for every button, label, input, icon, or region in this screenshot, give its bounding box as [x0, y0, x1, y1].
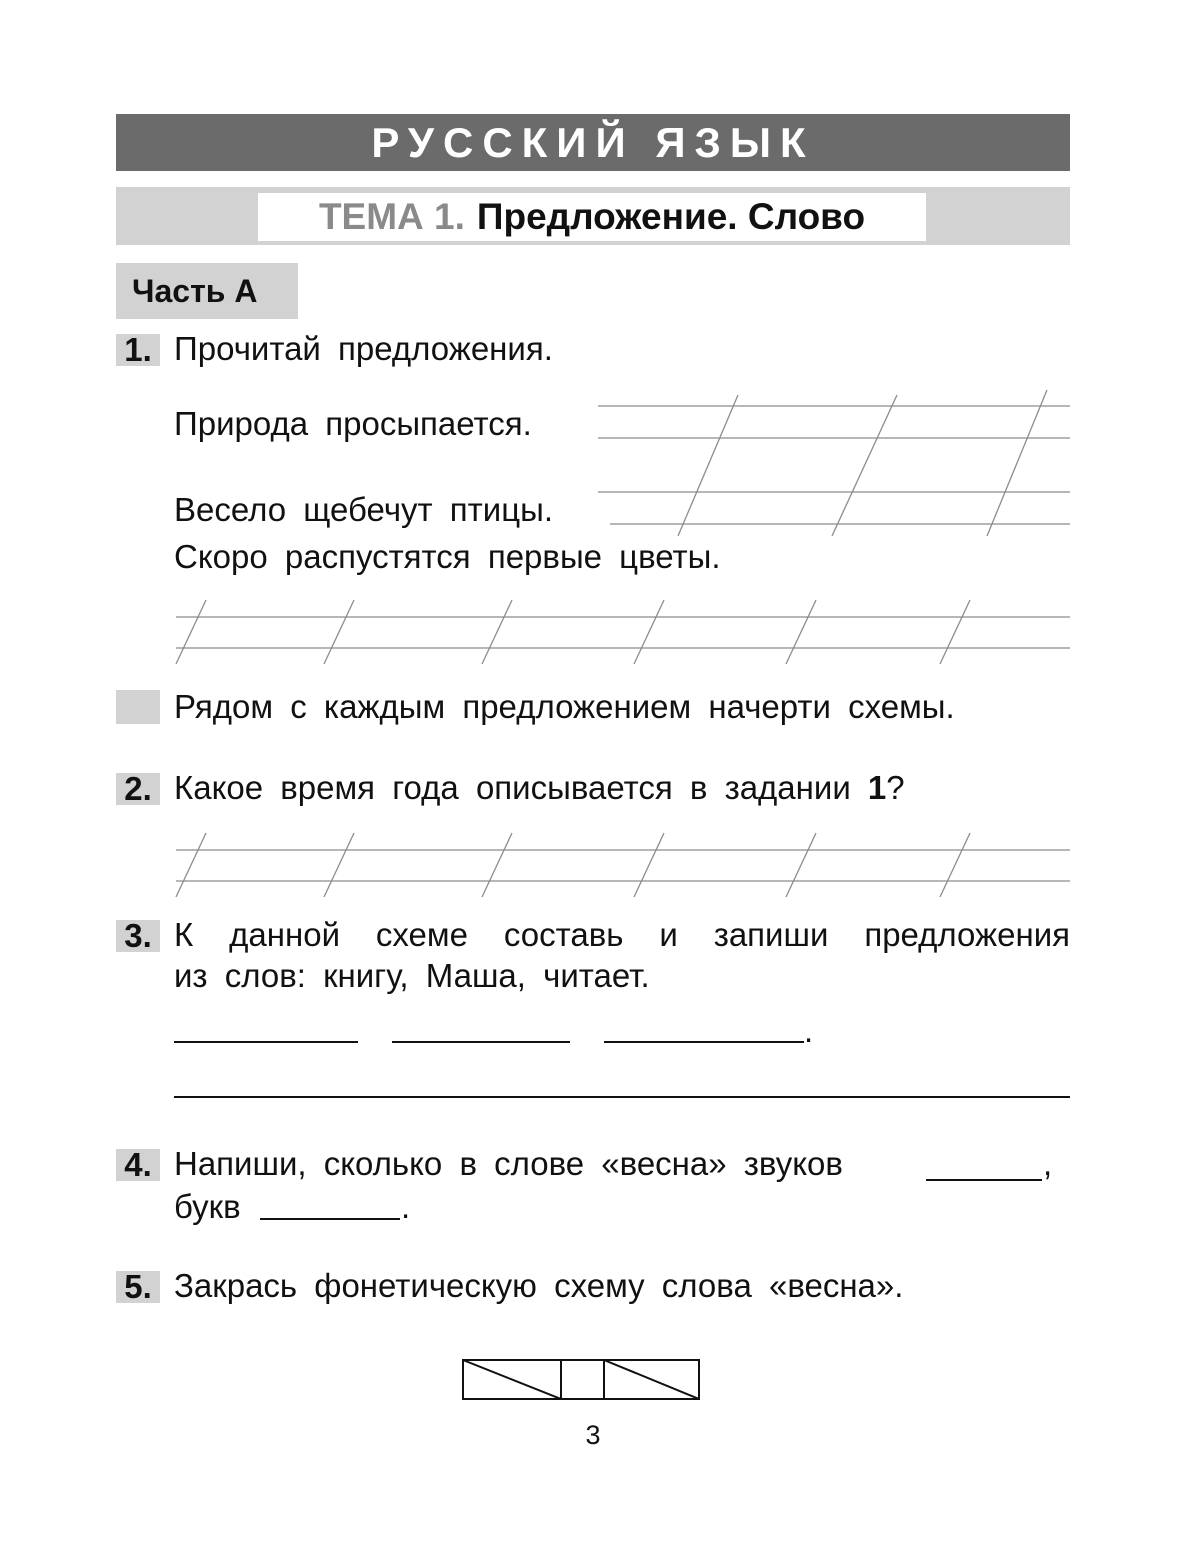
topic-label: ТЕМА 1.: [318, 196, 465, 237]
task-1-sentence-1: Природа просыпается.: [174, 405, 532, 442]
task-5-text: Закрась фонетическую схему слова «весна».: [174, 1267, 904, 1304]
scheme-frame: [463, 1360, 699, 1399]
task-4-period: .: [401, 1188, 411, 1225]
slant-line: [176, 833, 206, 897]
task-3-number: 3.: [116, 920, 160, 952]
task-4-line-1: Напиши, сколько в слове «весна» звуков: [174, 1145, 843, 1182]
slant-line: [940, 600, 970, 664]
task-4-comma: ,: [1043, 1145, 1053, 1182]
slant-line: [987, 390, 1047, 536]
slant-line: [832, 395, 897, 536]
task-3-word: схеме: [375, 916, 468, 953]
task-3-word: запиши: [713, 916, 829, 953]
slant-line: [482, 833, 512, 897]
topic-title: Предложение. Слово: [476, 196, 866, 237]
task-1-number: 1.: [116, 334, 160, 366]
task-2-number: 2.: [116, 773, 160, 805]
page-number: 3: [585, 1420, 601, 1450]
task-3-word: и: [659, 916, 678, 953]
scheme-diagonal: [463, 1360, 561, 1399]
task-1-text: Прочитай предложения.: [174, 330, 553, 367]
part-heading: Часть А: [116, 263, 298, 319]
slant-line: [176, 600, 206, 664]
scheme-diagonal: [604, 1360, 699, 1399]
task-3-word: данной: [229, 916, 340, 953]
task-4-number: 4.: [116, 1149, 160, 1181]
slant-line: [324, 600, 354, 664]
slant-line: [482, 600, 512, 664]
task-3-word: предложения: [864, 916, 1070, 953]
task-1-instruction: Рядом с каждым предложением начерти схемы.: [174, 688, 955, 725]
slant-line: [786, 600, 816, 664]
phonetic-scheme: [463, 1360, 699, 1399]
task-2-text-before: Какое время года описывается в задании: [174, 769, 868, 806]
task-2-text-after: ?: [886, 769, 905, 806]
task-1-sentence-2: Весело щебечут птицы.: [174, 491, 553, 528]
task-3-period: .: [804, 1012, 814, 1049]
task-1-sentence-3: Скоро распустятся первые цветы.: [174, 538, 721, 575]
slant-line: [678, 395, 738, 536]
slant-line: [940, 833, 970, 897]
task-3-word: К: [174, 916, 194, 953]
slant-line: [634, 833, 664, 897]
task-2-ref: 1: [867, 769, 887, 806]
subject-title: РУССКИЙ ЯЗЫК: [116, 114, 1070, 171]
slant-line: [634, 600, 664, 664]
task-5-number: 5.: [116, 1271, 160, 1303]
slant-line: [786, 833, 816, 897]
slant-line: [324, 833, 354, 897]
task-3-word: составь: [503, 916, 624, 953]
task-3-line-2: из слов: книгу, Маша, читает.: [174, 957, 650, 994]
task-4-line-2: букв: [174, 1188, 241, 1225]
